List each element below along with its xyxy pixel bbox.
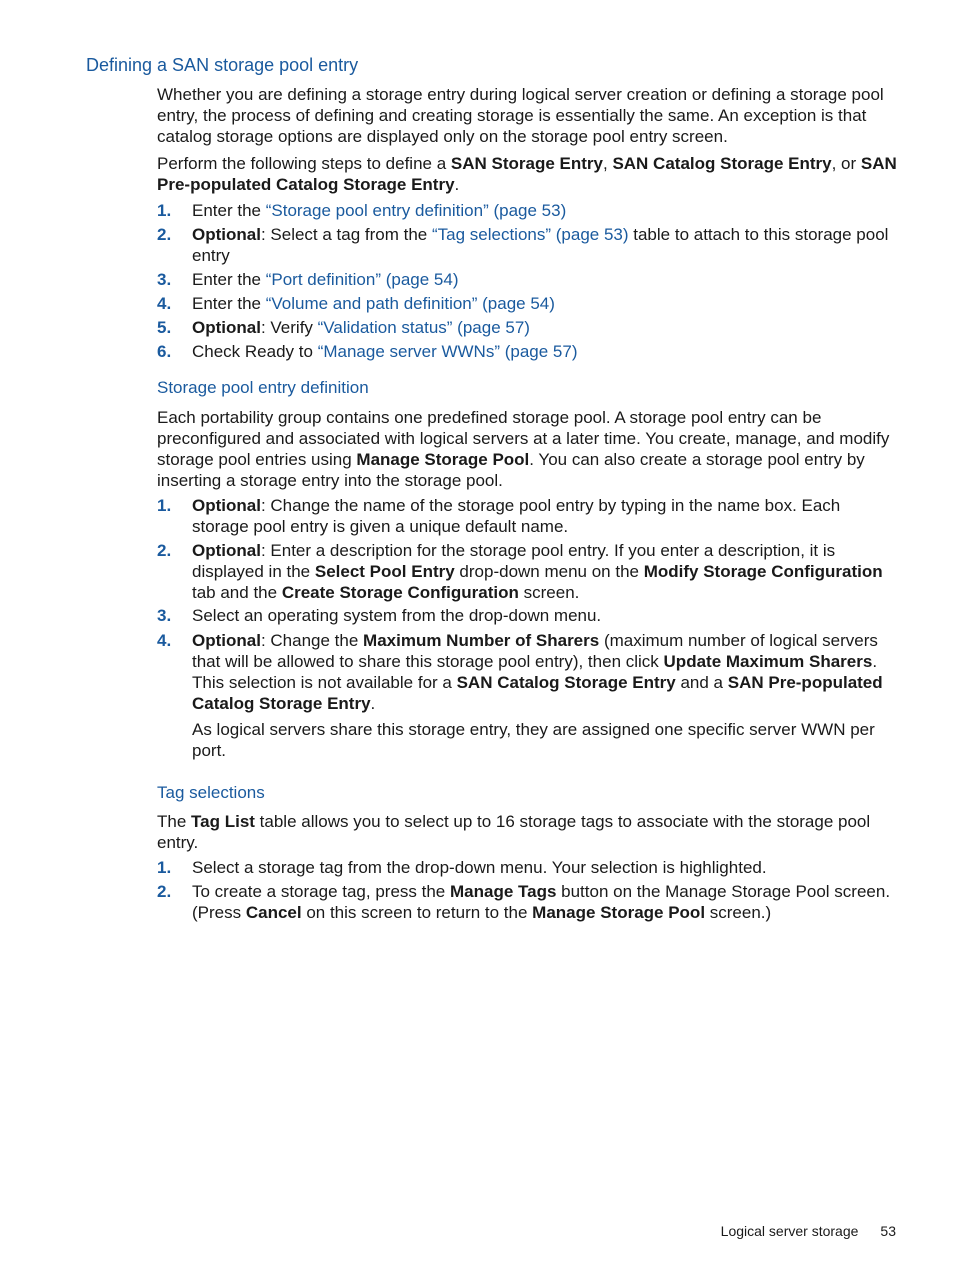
intro-paragraph: Whether you are defining a storage entry during logical server creation or defining a storage pool entry, the process of defining and creating storage is essentially the same. An exception is that catalog storage options are displayed only on the storage pool entry screen. bbox=[157, 85, 884, 146]
document-page: Defining a SAN storage pool entry Whether you are defining a storage entry during logical server creation or defining a storage pool entry, the process of defining and creating storage is essentially the same. An exception is that catalog storage options are displayed only on the storage pool entry screen. Perform the following steps to define a SAN Storage Entry, SAN Catalog Storage Entry, or SAN Pre-populated Catalog Storage Entry. 1. Enter the “Storage pool entry definition” (page 53) 2. Optional: Select a tag from the “Tag selections” (page 53) table to attach to this storage pool entry 3. Enter the “Port definition” (page 54) 4. Enter the “Volume and path definition” (page 54) 5. Optional: Verify “Validation status” (page 57) 6. Check Ready to “Manage server WWNs” (page 57) Storage pool entry definition Each portability group contains one predefined storage pool. A storage pool entry can be preconfigured and associated with logical servers at a later time. You create, manage, and modify storage pool entries using Manage Storage Pool. You can also create a storage pool entry by inserting a storage entry into the storage pool. 1. Optional: Change the name of the storage pool entry by typing in the name box. Each storage pool entry is given a unique default name. 2. Optional: Enter a description for the storage pool entry. If you enter a description, it is displayed in the Select Pool Entry drop-down menu on the Modify Storage Configuration tab and the Create Storage Configuration screen. 3. Select an operating system from the drop-down menu. 4. Optional: Change the Maximum Number of Sharers (maximum number of logical servers that will be allowed to share this storage pool entry), then click Update Maximum Sharers. This selection is not available for a SAN Catalog Storage Entry and a SAN Pre-populated Catalog Storage Entry. As logical servers share this storage entry, they are assigned one specific server WWN per port. Tag selections The Tag List table allows you to select up to 16 storage tags to associate with the storage pool entry. 1. Select a storage tag from the drop-down menu. Your selection is highlighted. 2. To create a storage tag, press the Manage Tags button on the Manage Storage Pool screen. (Press Cancel on this screen to return to the Manage Storage Pool screen.) Logical server storage 53 bbox=[0, 0, 954, 1271]
steps-intro-paragraph: Perform the following steps to define a SAN Storage Entry, SAN Catalog Storage Entry, or SAN Pre-populated Catalog Storage Entry. bbox=[157, 154, 897, 194]
link-tag-selections[interactable]: “Tag selections” (page 53) bbox=[431, 225, 629, 244]
definition-note: As logical servers share this storage entry, they are assigned one specific server WWN per port. bbox=[192, 720, 875, 760]
link-manage-server-wwns[interactable]: “Manage server WWNs” (page 57) bbox=[317, 342, 578, 361]
link-storage-pool-entry-definition[interactable]: “Storage pool entry definition” (page 53) bbox=[265, 201, 567, 220]
subsection-title-definition: Storage pool entry definition bbox=[157, 378, 369, 397]
definition-intro-paragraph: Each portability group contains one predefined storage pool. A storage pool entry can be preconfigured and associated with logical servers at a later time. You create, manage, and modify storage pool entries using Manage Storage Pool. You can also create a storage pool entry by inserting a storage entry into the storage pool. bbox=[157, 408, 890, 490]
tags-intro-paragraph: The Tag List table allows you to select up to 16 storage tags to associate with the storage pool entry. bbox=[157, 812, 871, 852]
section-title: Defining a SAN storage pool entry bbox=[86, 55, 359, 75]
page-footer bbox=[721, 1223, 896, 1239]
link-port-definition[interactable]: “Port definition” (page 54) bbox=[265, 270, 459, 289]
link-validation-status[interactable]: “Validation status” (page 57) bbox=[317, 318, 530, 337]
page-number: 53 bbox=[880, 1223, 896, 1239]
subsection-title-tags: Tag selections bbox=[157, 783, 265, 802]
footer-label: Logical server storage bbox=[720, 1223, 859, 1239]
link-volume-and-path-definition[interactable]: “Volume and path definition” (page 54) bbox=[265, 294, 555, 313]
